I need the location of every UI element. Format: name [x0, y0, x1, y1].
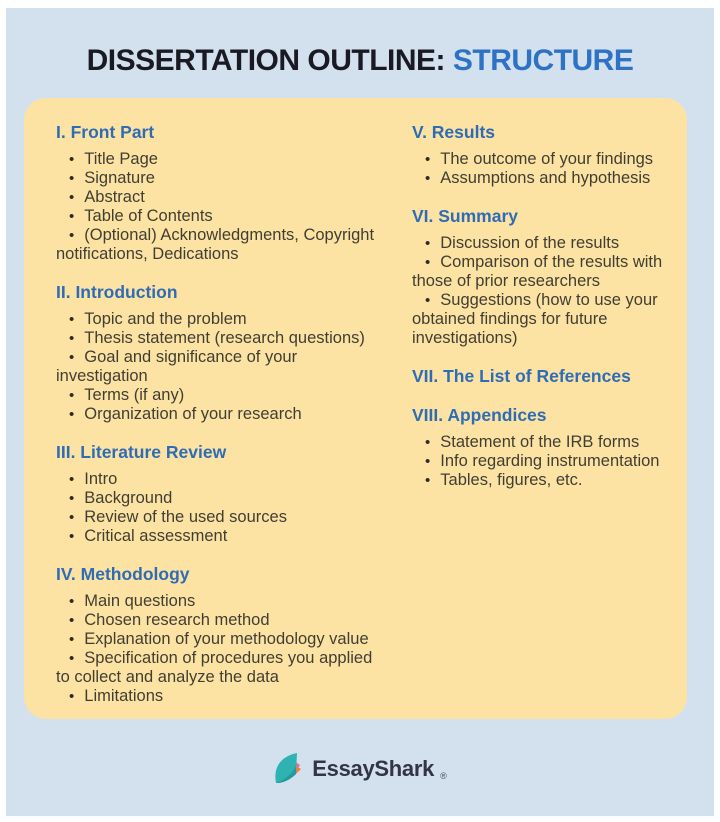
section-list: [412, 234, 673, 348]
section-heading: I. Front Part: [56, 122, 155, 142]
section-list: [56, 592, 378, 706]
section-list: [412, 150, 673, 188]
outline-section: [56, 441, 378, 546]
outline-section: [412, 404, 673, 490]
list-item: • Assumptions and hypothesis: [412, 169, 673, 188]
section-list: [412, 433, 673, 490]
list-item: • Statement of the IRB forms: [412, 433, 673, 452]
list-item: • Tables, figures, etc.: [412, 471, 673, 490]
list-item: • Terms (if any): [56, 386, 378, 405]
section-list: [56, 310, 378, 424]
list-item: • Thesis statement (research questions): [56, 329, 378, 348]
list-item: • Discussion of the results: [412, 234, 673, 253]
list-item: • Background: [56, 489, 378, 508]
section-list: [56, 150, 378, 264]
list-item: • Info regarding instrumentation: [412, 452, 673, 471]
outline-right-column: [412, 112, 673, 709]
list-item: • Limitations: [56, 687, 378, 706]
outline-section: [412, 205, 673, 348]
registered-trademark-icon: ®: [440, 771, 447, 781]
list-item: • Table of Contents: [56, 207, 378, 226]
outline-section: [56, 281, 378, 424]
list-item: • Signature: [56, 169, 378, 188]
brand-footer: [0, 752, 720, 785]
page-title-highlight: STRUCTURE: [452, 44, 634, 77]
brand-name: EssayShark: [312, 755, 435, 781]
list-item: • Review of the used sources: [56, 508, 378, 527]
section-heading: VI. Summary: [412, 206, 519, 226]
outline-section: [56, 563, 378, 706]
outline-left-column: [56, 112, 378, 709]
section-list: [56, 470, 378, 546]
list-item: • Goal and significance of your investigation: [56, 348, 378, 386]
section-heading: III. Literature Review: [56, 442, 227, 462]
list-item: • Organization of your research: [56, 405, 378, 424]
list-item: • Topic and the problem: [56, 310, 378, 329]
list-item: • The outcome of your findings: [412, 150, 673, 169]
page-title-prefix: DISSERTATION OUTLINE:: [86, 44, 453, 77]
outline-section: [56, 121, 378, 264]
list-item: • Title Page: [56, 150, 378, 169]
outline-card: [24, 98, 687, 719]
list-item: • Chosen research method: [56, 611, 378, 630]
list-item: • Abstract: [56, 188, 378, 207]
list-item: • Intro: [56, 470, 378, 489]
list-item: • Critical assessment: [56, 527, 378, 546]
list-item: • Main questions: [56, 592, 378, 611]
list-item: • Suggestions (how to use your obtained findings for future investigations): [412, 291, 673, 348]
outline-section: [412, 121, 673, 188]
section-heading: VIII. Appendices: [412, 405, 547, 425]
page-title: [0, 44, 720, 78]
section-heading: VII. The List of References: [412, 366, 631, 386]
essayshark-logo-icon: [273, 752, 303, 785]
list-item: • Explanation of your methodology value: [56, 630, 378, 649]
section-heading: IV. Methodology: [56, 564, 190, 584]
list-item: • Comparison of the results with those of prior researchers: [412, 253, 673, 291]
section-heading: II. Introduction: [56, 282, 178, 302]
section-heading: V. Results: [412, 122, 496, 142]
list-item: • Specification of procedures you applied to collect and analyze the data: [56, 649, 378, 687]
outline-section: [412, 365, 673, 387]
list-item: • (Optional) Acknowledgments, Copyright notifications, Dedications: [56, 226, 378, 264]
